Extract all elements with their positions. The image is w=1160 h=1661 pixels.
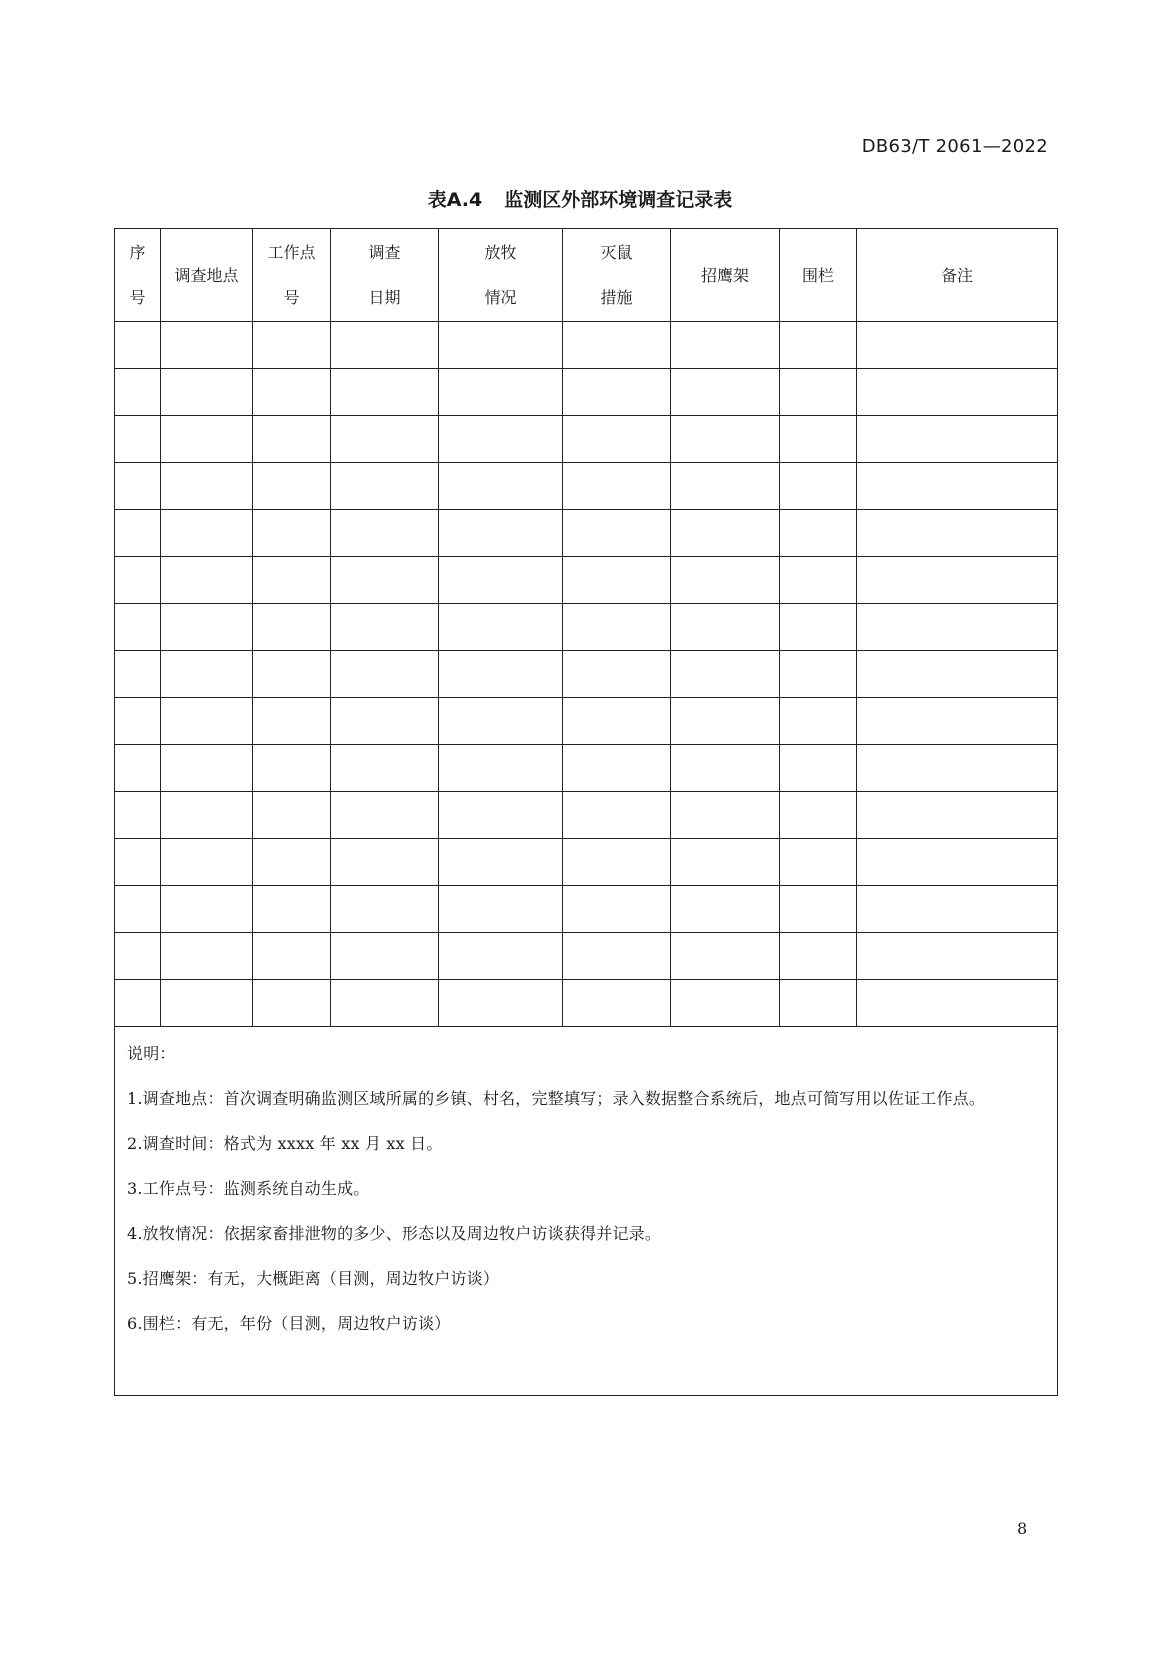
column-header-remarks: 备注 (857, 229, 1058, 322)
table-row (115, 416, 1058, 463)
column-header-fence: 围栏 (780, 229, 857, 322)
table-cell (857, 698, 1058, 745)
table-cell (253, 933, 331, 980)
table-cell (331, 839, 439, 886)
table-cell (439, 980, 563, 1027)
table-cell (253, 839, 331, 886)
table-cell (857, 933, 1058, 980)
table-cell (331, 745, 439, 792)
table-cell (253, 698, 331, 745)
table-cell (115, 463, 161, 510)
table-cell (161, 698, 253, 745)
table-cell (780, 510, 857, 557)
table-cell (671, 886, 780, 933)
table-cell (161, 463, 253, 510)
table-cell (161, 510, 253, 557)
table-cell (857, 651, 1058, 698)
table-cell (563, 933, 671, 980)
table-cell (115, 604, 161, 651)
table-cell (857, 604, 1058, 651)
table-cell (115, 792, 161, 839)
table-cell (161, 839, 253, 886)
table-cell (563, 886, 671, 933)
table-cell (161, 933, 253, 980)
table-row (115, 933, 1058, 980)
table-title (0, 185, 1160, 212)
table-cell (563, 463, 671, 510)
table-cell (115, 745, 161, 792)
table-cell (671, 604, 780, 651)
table-cell (161, 651, 253, 698)
table-row (115, 604, 1058, 651)
table-cell (331, 980, 439, 1027)
table-cell (253, 745, 331, 792)
column-header-rodent-control: 灭鼠 措施 (563, 229, 671, 322)
table-cell (331, 322, 439, 369)
table-cell (563, 745, 671, 792)
document-code: DB63/T 2061—2022 (861, 136, 1048, 157)
note-item: 3.工作点号：监测系统自动生成。 (127, 1179, 370, 1198)
table-cell (161, 557, 253, 604)
table-cell (161, 886, 253, 933)
table-cell (671, 980, 780, 1027)
table-cell (253, 886, 331, 933)
table-cell (671, 698, 780, 745)
note-item: 4.放牧情况：依据家畜排泄物的多少、形态以及周边牧户访谈获得并记录。 (127, 1224, 662, 1243)
table-cell (439, 510, 563, 557)
table-cell (563, 322, 671, 369)
table-cell (439, 792, 563, 839)
table-cell (671, 745, 780, 792)
column-header-seq: 序 号 (115, 229, 161, 322)
table-cell (253, 463, 331, 510)
table-cell (780, 933, 857, 980)
table-cell (563, 510, 671, 557)
table-cell (439, 839, 563, 886)
table-cell (253, 980, 331, 1027)
notes-row (115, 1027, 1058, 1396)
table-cell (671, 933, 780, 980)
table-cell (253, 322, 331, 369)
table-cell (115, 839, 161, 886)
table-cell (253, 557, 331, 604)
table-cell (161, 416, 253, 463)
table-cell (671, 369, 780, 416)
table-cell (115, 980, 161, 1027)
table-cell (115, 369, 161, 416)
table-cell (439, 933, 563, 980)
table-cell (439, 463, 563, 510)
column-header-work-point-no: 工作点 号 (253, 229, 331, 322)
table-cell (331, 369, 439, 416)
table-cell (161, 369, 253, 416)
page-number: 8 (1017, 1519, 1028, 1538)
table-row (115, 839, 1058, 886)
table-cell (671, 463, 780, 510)
table-cell (780, 557, 857, 604)
table-cell (780, 604, 857, 651)
table-row (115, 698, 1058, 745)
table-cell (253, 604, 331, 651)
table-cell (671, 416, 780, 463)
table-cell (857, 886, 1058, 933)
table-row (115, 369, 1058, 416)
table-cell (331, 933, 439, 980)
table-cell (780, 463, 857, 510)
table-cell (671, 322, 780, 369)
table-cell (857, 369, 1058, 416)
table-row (115, 557, 1058, 604)
note-item: 5.招鹰架：有无，大概距离（目测，周边牧户访谈） (127, 1269, 500, 1288)
column-header-survey-date: 调查 日期 (331, 229, 439, 322)
table-cell (331, 792, 439, 839)
table-cell (563, 557, 671, 604)
table-cell (331, 510, 439, 557)
notes-cell (115, 1027, 1058, 1396)
column-header-grazing: 放牧 情况 (439, 229, 563, 322)
table-cell (780, 698, 857, 745)
table-cell (161, 792, 253, 839)
note-item: 1.调查地点：首次调查明确监测区域所属的乡镇、村名，完整填写；录入数据整合系统后，地点可简写用以佐证工作点。 (127, 1089, 986, 1108)
table-cell (671, 651, 780, 698)
column-header-location: 调查地点 (161, 229, 253, 322)
table-cell (161, 980, 253, 1027)
table-cell (780, 416, 857, 463)
table-cell (857, 322, 1058, 369)
table-cell (115, 510, 161, 557)
table-cell (331, 698, 439, 745)
table-cell (857, 839, 1058, 886)
table-row (115, 651, 1058, 698)
table-cell (563, 416, 671, 463)
table-cell (780, 886, 857, 933)
table-cell (439, 651, 563, 698)
table-cell (115, 651, 161, 698)
note-item: 2.调查时间：格式为 xxxx 年 xx 月 xx 日。 (127, 1134, 443, 1153)
table-cell (857, 463, 1058, 510)
table-cell (115, 557, 161, 604)
table-cell (563, 980, 671, 1027)
table-cell (857, 510, 1058, 557)
table-cell (115, 933, 161, 980)
table-header-row (115, 229, 1058, 322)
table-cell (857, 557, 1058, 604)
table-cell (857, 980, 1058, 1027)
table-row (115, 463, 1058, 510)
table-cell (161, 322, 253, 369)
table-cell (780, 322, 857, 369)
table-row (115, 745, 1058, 792)
table-cell (331, 463, 439, 510)
table-cell (439, 416, 563, 463)
table-row (115, 792, 1058, 839)
table-cell (563, 651, 671, 698)
table-cell (780, 369, 857, 416)
notes-heading: 说明： (127, 1044, 176, 1063)
table-cell (780, 980, 857, 1027)
table-cell (331, 416, 439, 463)
table-cell (161, 745, 253, 792)
table-cell (331, 557, 439, 604)
table-cell (857, 416, 1058, 463)
table-cell (563, 792, 671, 839)
table-cell (253, 792, 331, 839)
survey-record-table (114, 228, 1058, 1396)
table-cell (331, 604, 439, 651)
table-cell (115, 698, 161, 745)
table-cell (563, 698, 671, 745)
table-cell (331, 651, 439, 698)
note-item: 6.围栏：有无，年份（目测，周边牧户访谈） (127, 1314, 451, 1333)
table-cell (439, 322, 563, 369)
table-cell (253, 416, 331, 463)
table-cell (857, 745, 1058, 792)
table-cell (253, 510, 331, 557)
table-cell (253, 651, 331, 698)
table-cell (780, 651, 857, 698)
table-row (115, 322, 1058, 369)
table-cell (161, 604, 253, 651)
table-row (115, 510, 1058, 557)
table-cell (780, 839, 857, 886)
table-cell (671, 839, 780, 886)
table-cell (439, 557, 563, 604)
table-cell (780, 745, 857, 792)
table-cell (115, 416, 161, 463)
table-cell (857, 792, 1058, 839)
table-cell (671, 510, 780, 557)
table-cell (115, 322, 161, 369)
table-cell (780, 792, 857, 839)
table-cell (439, 698, 563, 745)
table-cell (563, 604, 671, 651)
table-cell (253, 369, 331, 416)
table-cell (563, 369, 671, 416)
table-cell (439, 604, 563, 651)
column-header-eagle-perch: 招鹰架 (671, 229, 780, 322)
table-row (115, 886, 1058, 933)
table-row (115, 980, 1058, 1027)
table-cell (115, 886, 161, 933)
table-cell (439, 745, 563, 792)
table-cell (563, 839, 671, 886)
table-cell (331, 886, 439, 933)
table-title-text: 监测区外部环境调查记录表 (504, 189, 733, 211)
table-number: 表A.4 (427, 189, 483, 211)
table-cell (671, 792, 780, 839)
table-cell (671, 557, 780, 604)
table-cell (439, 886, 563, 933)
table-cell (439, 369, 563, 416)
